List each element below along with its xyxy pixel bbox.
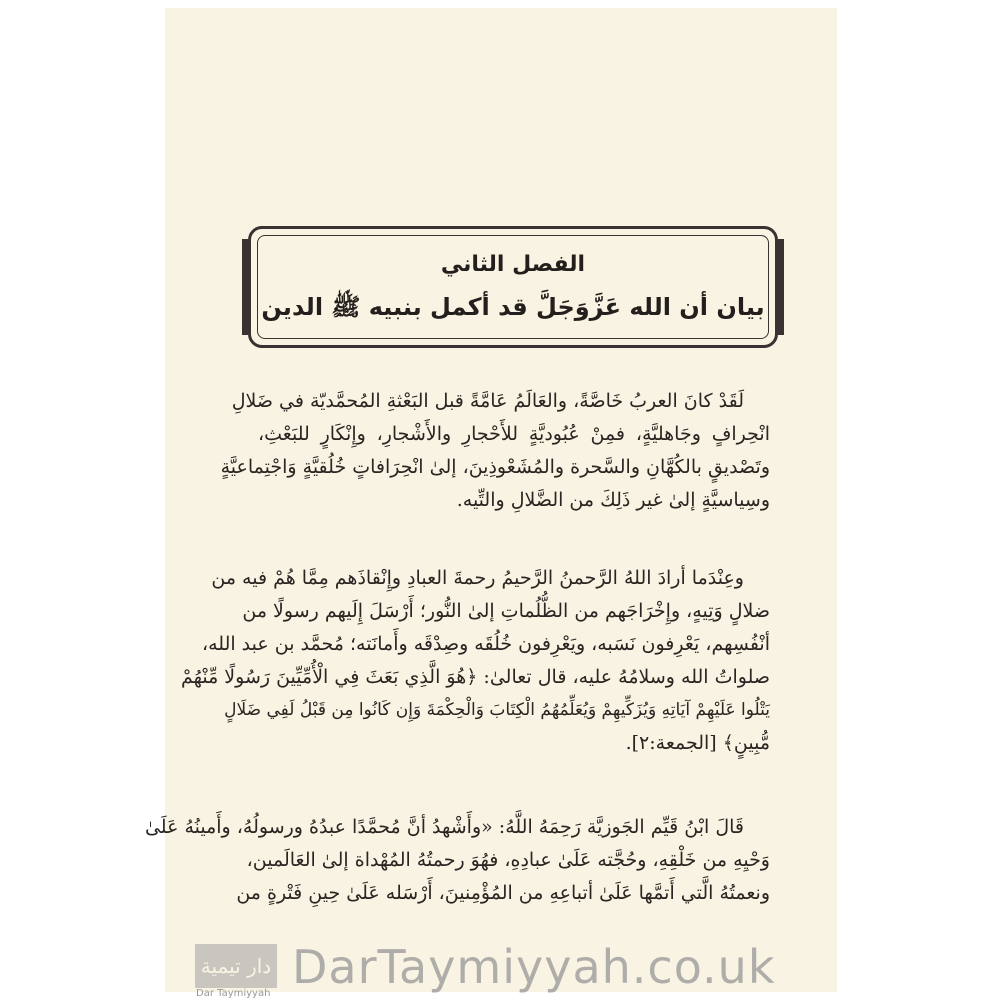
- chapter-heading-frame: [248, 226, 778, 348]
- text-line: لَقَدْ كانَ العربُ خَاصَّةً، والعَالَمُ عَامَّةً قبل البَعْثةِ المُحمَّديّة في ضَلالِ: [231, 390, 744, 412]
- text-line: انْحِرافٍ وجَاهليَّةٍ، فمِنْ عُبُوديَّةٍ للأَحْجارِ والأَشْجارِ، وإِنْكَارٍ للبَعْثِ،: [258, 423, 770, 445]
- chapter-number: الفصل الثاني: [440, 252, 586, 277]
- text-line: ونعمتُهُ الَّتي أَتمَّها عَلَىٰ أتباعِهِ من المُؤْمِنينَ، أَرْسَله عَلَىٰ حِينِ فَتْرةٍ من: [236, 882, 770, 904]
- text-line: مُّبِينٍ﴾ [الجمعة:٢].: [625, 732, 770, 754]
- watermark-site: DarTaymiyyah.co.uk: [292, 940, 776, 994]
- text-line: ضلالٍ وَتِيهٍ، وإِخْرَاجَهم من الظُّلُماتِ إلىٰ النُّور؛ أَرْسَلَ إِلَيهم رسولًا من: [242, 600, 770, 622]
- text-line: قَالَ ابْنُ قَيِّم الجَوزيَّة رَحِمَهُ اللَّهُ: «وأَشْهدُ أنَّ مُحمَّدًا عبدُهُ ورسولُهُ، وأَمينُهُ عَلَىٰ: [144, 816, 744, 838]
- text-line: أنْفُسِهم، يَعْرِفون نَسَبه، ويَعْرِفون خُلُقَه وصِدْقَه وأَمانَته؛ مُحمَّد بن عبد الله،: [201, 633, 770, 655]
- text-line: يَتْلُوا عَلَيْهِمْ آيَاتِهِ وَيُزَكِّيهِمْ وَيُعَلِّمُهُمُ الْكِتَابَ وَالْحِكْمَةَ وَإِن كَانُوا مِن قَبْلُ لَفِي ضَلَالٍ: [224, 700, 770, 720]
- logo-caption: Dar Taymiyyah: [196, 988, 271, 999]
- text-line: صلواتُ الله وسلامُهُ عليه، قال تعالىٰ: ﴿هُوَ الَّذِي بَعَثَ فِي الْأُمِّيِّينَ رَسُولًا مِّنْهُمْ: [180, 666, 770, 688]
- text-line: وَحْيِهِ من خَلْقِهِ، وحُجَّته عَلَىٰ عبادِهِ، فهُوَ رحمتُهُ المُهْداة إلىٰ العَالَمين،: [246, 849, 770, 871]
- text-line: وعِنْدَما أرادَ اللهُ الرَّحمنُ الرَّحيمُ رحمةَ العبادِ وإِنْقاذَهم مِمَّا هُمْ فيه من: [211, 567, 744, 589]
- text-line: وسِياسيَّةٍ إلىٰ غير ذَلِكَ من الضَّلالِ والتِّيه.: [456, 489, 770, 511]
- publisher-logo: دار تيمية: [195, 944, 277, 988]
- chapter-title: بيان أن الله عَزَّوَجَلَّ قد أكمل بنبيه ﷺ الدين: [261, 293, 765, 321]
- text-line: وتَصْديقٍ بالكُهَّانِ والسَّحرة والمُشَعْوذِينَ، إلىٰ انْحِرَافاتٍ خُلُقيَّةٍ وَاجْتِماعيَّةٍ: [220, 456, 770, 478]
